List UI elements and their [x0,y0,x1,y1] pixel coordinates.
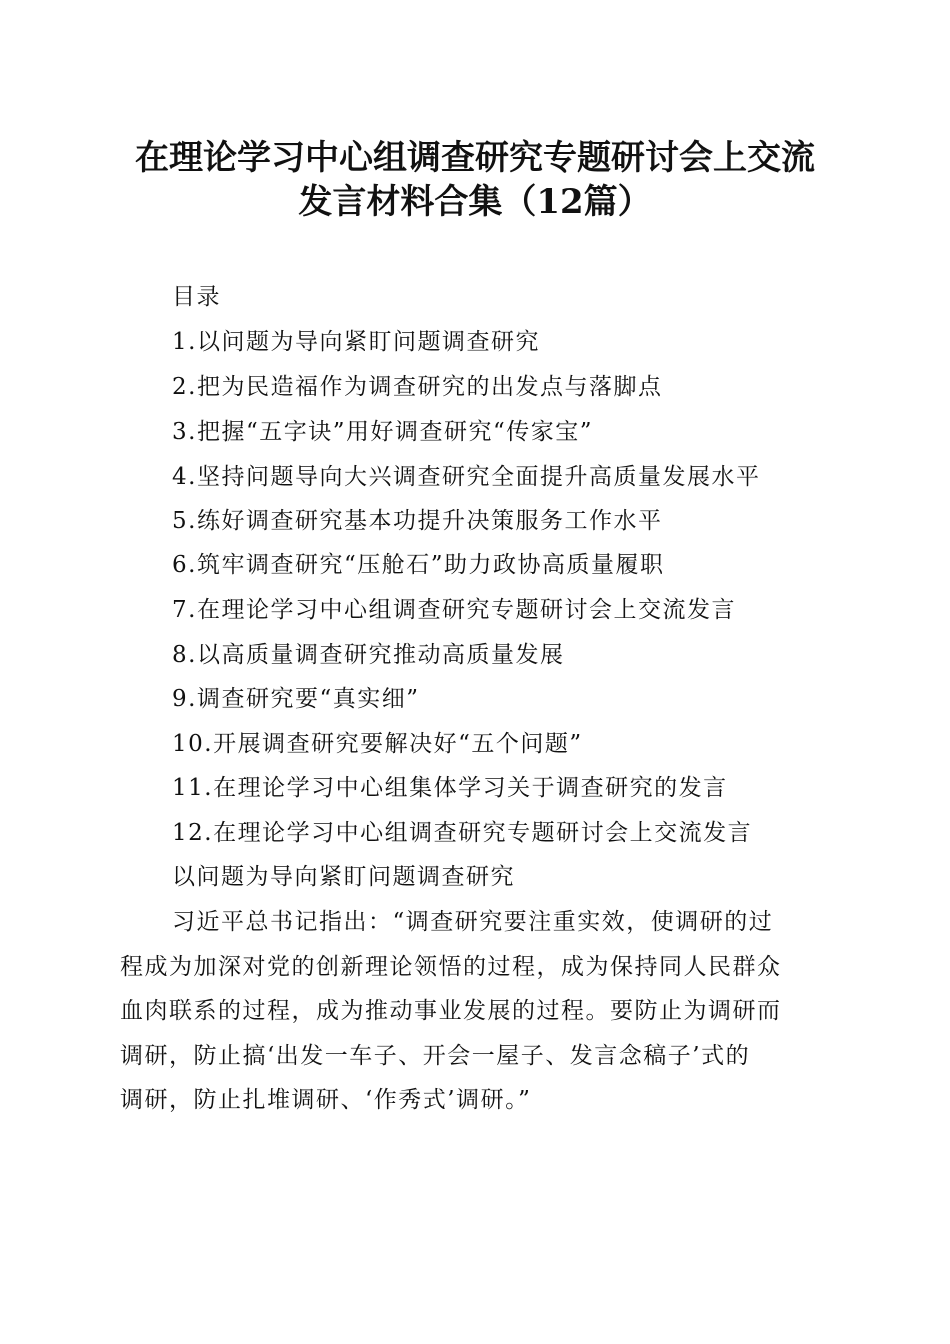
toc-item-11: 11.在理论学习中心组集体学习关于调查研究的发言 [172,775,728,801]
toc-heading: 目录 [172,284,221,310]
paragraph-line-1: 习近平总书记指出：“调查研究要注重实效，使调研的过 [172,909,774,935]
toc-item-2: 2.把为民造福作为调查研究的出发点与落脚点 [172,374,663,400]
paragraph-line-4: 调研，防止搞‘出发一车子、开会一屋子、发言念稿子’式的 [120,1043,751,1069]
document-title-line-1: 在理论学习中心组调查研究专题研讨会上交流 [135,138,815,178]
toc-item-5: 5.练好调查研究基本功提升决策服务工作水平 [172,508,663,534]
toc-item-9: 9.调查研究要“真实细” [172,686,420,712]
paragraph-line-2: 程成为加深对党的创新理论领悟的过程，成为保持同人民群众 [120,954,782,980]
toc-item-10: 10.开展调查研究要解决好“五个问题” [172,731,583,757]
toc-item-8: 8.以高质量调查研究推动高质量发展 [172,642,565,668]
toc-item-4: 4.坚持问题导向大兴调查研究全面提升高质量发展水平 [172,464,761,490]
document-title-line-2: 发言材料合集（12篇） [298,182,652,222]
toc-item-3: 3.把握“五字诀”用好调查研究“传家宝” [172,419,593,445]
paragraph-line-3: 血肉联系的过程，成为推动事业发展的过程。要防止为调研而 [120,998,782,1024]
toc-item-1: 1.以问题为导向紧盯问题调查研究 [172,329,540,355]
section-title: 以问题为导向紧盯问题调查研究 [172,864,515,890]
toc-item-6: 6.筑牢调查研究“压舱石”助力政协高质量履职 [172,552,665,578]
toc-item-7: 7.在理论学习中心组调查研究专题研讨会上交流发言 [172,597,736,623]
paragraph-line-5: 调研，防止扎堆调研、‘作秀式’调研。” [120,1087,532,1113]
toc-item-12: 12.在理论学习中心组调查研究专题研讨会上交流发言 [172,820,753,846]
